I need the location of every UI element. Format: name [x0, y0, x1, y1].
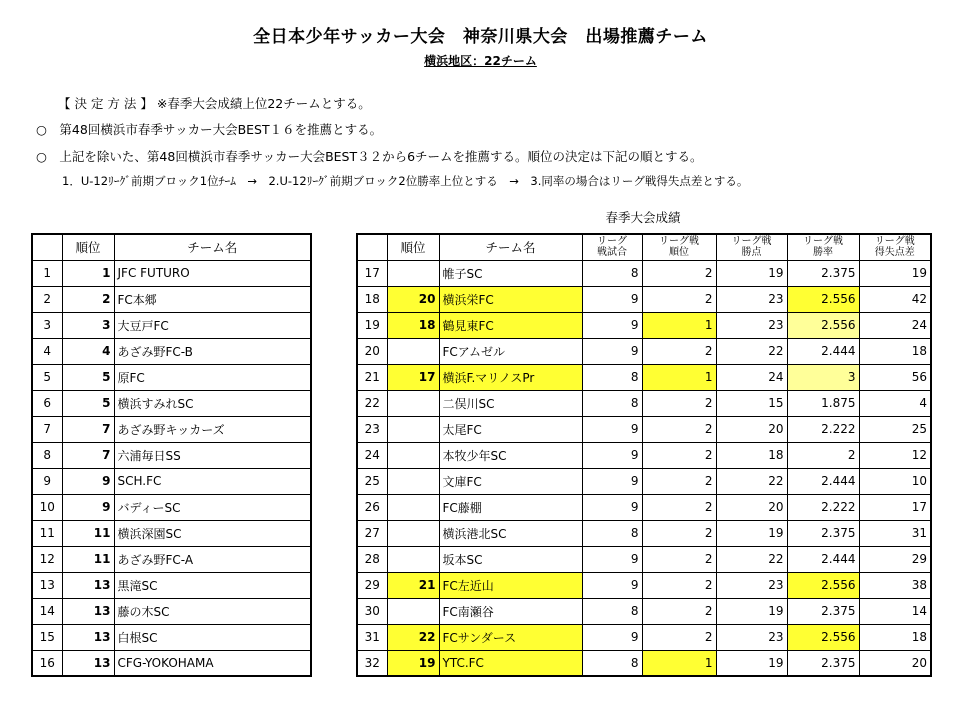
table-row [32, 650, 311, 676]
league-rank-cell: 2 [642, 390, 716, 416]
team-name-cell: 二俣川SC [439, 390, 582, 416]
team-name-cell: あざみ野キッカーズ [114, 416, 311, 442]
table-row [357, 260, 931, 286]
league-points-cell: 18 [716, 442, 787, 468]
rank-cell [387, 546, 439, 572]
team-name-cell: 横浜F.マリノスPr [439, 364, 582, 390]
team-name-cell: FC左近山 [439, 572, 582, 598]
row-number: 17 [357, 260, 387, 286]
rank-cell: 17 [387, 364, 439, 390]
league-games-cell: 9 [582, 286, 642, 312]
header-team: チーム名 [114, 234, 311, 260]
row-number: 5 [32, 364, 62, 390]
team-name-cell: JFC FUTURO [114, 260, 311, 286]
header-no [357, 234, 387, 260]
team-name-cell: あざみ野FC-A [114, 546, 311, 572]
league-win-rate-cell: 2.444 [787, 468, 859, 494]
league-games-cell: 8 [582, 364, 642, 390]
league-goal-diff-cell: 42 [859, 286, 931, 312]
league-games-cell: 9 [582, 442, 642, 468]
league-games-cell: 8 [582, 390, 642, 416]
table-row [357, 546, 931, 572]
table-row [357, 338, 931, 364]
league-win-rate-cell: 3 [787, 364, 859, 390]
team-name-cell: YTC.FC [439, 650, 582, 676]
table-row [32, 364, 311, 390]
table-row [32, 312, 311, 338]
row-number: 13 [32, 572, 62, 598]
team-name-cell: 横浜栄FC [439, 286, 582, 312]
team-name-cell: 藤の木SC [114, 598, 311, 624]
league-rank-cell: 1 [642, 312, 716, 338]
header-league-goal-diff: リーグ戦 得失点差 [859, 234, 931, 260]
league-games-cell: 8 [582, 598, 642, 624]
rank-cell: 21 [387, 572, 439, 598]
header-rank: 順位 [62, 234, 114, 260]
rank-cell [387, 338, 439, 364]
table-row [32, 572, 311, 598]
league-rank-cell: 2 [642, 546, 716, 572]
team-name-cell: 原FC [114, 364, 311, 390]
team-name-cell: 帷子SC [439, 260, 582, 286]
team-name-cell: 黒滝SC [114, 572, 311, 598]
row-number: 12 [32, 546, 62, 572]
row-number: 25 [357, 468, 387, 494]
league-goal-diff-cell: 24 [859, 312, 931, 338]
rank-cell [387, 468, 439, 494]
rank-cell: 13 [62, 598, 114, 624]
row-number: 24 [357, 442, 387, 468]
team-name-cell: 白根SC [114, 624, 311, 650]
league-points-cell: 20 [716, 494, 787, 520]
row-number: 2 [32, 286, 62, 312]
table-row [32, 468, 311, 494]
league-games-cell: 9 [582, 468, 642, 494]
league-rank-cell: 2 [642, 338, 716, 364]
table-row [32, 624, 311, 650]
team-name-cell: FCアムゼル [439, 338, 582, 364]
league-games-cell: 9 [582, 338, 642, 364]
rank-cell [387, 494, 439, 520]
league-goal-diff-cell: 10 [859, 468, 931, 494]
league-win-rate-cell: 2.222 [787, 494, 859, 520]
team-name-cell: 横浜港北SC [439, 520, 582, 546]
league-goal-diff-cell: 29 [859, 546, 931, 572]
team-name-cell: 坂本SC [439, 546, 582, 572]
league-goal-diff-cell: 17 [859, 494, 931, 520]
row-number: 4 [32, 338, 62, 364]
table-row [357, 494, 931, 520]
rank-cell: 7 [62, 416, 114, 442]
league-rank-cell: 2 [642, 442, 716, 468]
league-win-rate-cell: 2.375 [787, 260, 859, 286]
table-row [32, 442, 311, 468]
league-points-cell: 23 [716, 572, 787, 598]
league-points-cell: 22 [716, 546, 787, 572]
rule-item-2: ○ 上記を除いた、第48回横浜市春季サッカー大会BEST３２から6チームを推薦する。順位の決定は下記の順とする。 [36, 149, 703, 164]
table-row [357, 520, 931, 546]
table-row [32, 546, 311, 572]
league-points-cell: 19 [716, 650, 787, 676]
league-games-cell: 9 [582, 546, 642, 572]
ranking-table-best32 [356, 233, 932, 677]
table-row [32, 598, 311, 624]
rank-cell: 3 [62, 312, 114, 338]
rank-cell: 13 [62, 650, 114, 676]
rank-cell: 5 [62, 390, 114, 416]
table-row [357, 416, 931, 442]
row-number: 16 [32, 650, 62, 676]
league-goal-diff-cell: 31 [859, 520, 931, 546]
table-header-row [357, 234, 931, 260]
rank-cell: 13 [62, 572, 114, 598]
league-win-rate-cell: 2.444 [787, 338, 859, 364]
row-number: 18 [357, 286, 387, 312]
table-row [357, 390, 931, 416]
league-win-rate-cell: 2.556 [787, 624, 859, 650]
league-goal-diff-cell: 14 [859, 598, 931, 624]
row-number: 11 [32, 520, 62, 546]
rank-cell: 13 [62, 624, 114, 650]
league-rank-cell: 1 [642, 650, 716, 676]
league-win-rate-cell: 2.375 [787, 520, 859, 546]
row-number: 7 [32, 416, 62, 442]
rank-cell: 20 [387, 286, 439, 312]
decision-method: 【 決 定 方 法 】 ※春季大会成績上位22チームとする。 [58, 96, 371, 111]
header-league-win-rate: リーグ戦 勝率 [787, 234, 859, 260]
league-goal-diff-cell: 18 [859, 624, 931, 650]
row-number: 15 [32, 624, 62, 650]
row-number: 30 [357, 598, 387, 624]
team-name-cell: FC本郷 [114, 286, 311, 312]
table-row [357, 650, 931, 676]
page-subtitle: 横浜地区：22チーム [424, 54, 537, 68]
table-row [357, 286, 931, 312]
header-rank: 順位 [387, 234, 439, 260]
league-games-cell: 8 [582, 520, 642, 546]
team-name-cell: 横浜深園SC [114, 520, 311, 546]
table-row [357, 468, 931, 494]
league-win-rate-cell: 2.556 [787, 286, 859, 312]
ranking-table-top16 [31, 233, 312, 677]
row-number: 31 [357, 624, 387, 650]
rank-cell [387, 260, 439, 286]
header-league-points: リーグ戦 勝点 [716, 234, 787, 260]
league-win-rate-cell: 2.556 [787, 312, 859, 338]
row-number: 29 [357, 572, 387, 598]
rank-cell: 1 [62, 260, 114, 286]
rank-cell [387, 520, 439, 546]
rank-cell: 4 [62, 338, 114, 364]
league-points-cell: 19 [716, 260, 787, 286]
league-goal-diff-cell: 25 [859, 416, 931, 442]
table-row [357, 572, 931, 598]
league-points-cell: 23 [716, 312, 787, 338]
row-number: 19 [357, 312, 387, 338]
rank-cell [387, 598, 439, 624]
team-name-cell: 大豆戸FC [114, 312, 311, 338]
rank-cell [387, 416, 439, 442]
row-number: 27 [357, 520, 387, 546]
table-row [32, 494, 311, 520]
league-points-cell: 20 [716, 416, 787, 442]
rank-cell: 18 [387, 312, 439, 338]
team-name-cell: 本牧少年SC [439, 442, 582, 468]
team-name-cell: 六浦毎日SS [114, 442, 311, 468]
row-number: 10 [32, 494, 62, 520]
rule-item-1: ○ 第48回横浜市春季サッカー大会BEST１６を推薦とする。 [36, 122, 383, 137]
league-games-cell: 9 [582, 312, 642, 338]
rule-order: 1．U-12ﾘｰｸﾞ前期ブロック1位ﾁｰﾑ → 2.U-12ﾘｰｸﾞ前期ブロック2位勝率上位とする → 3.同率の場合はリーグ戦得失点差とする。 [62, 174, 749, 188]
team-name-cell: CFG-YOKOHAMA [114, 650, 311, 676]
row-number: 8 [32, 442, 62, 468]
league-points-cell: 24 [716, 364, 787, 390]
league-rank-cell: 2 [642, 520, 716, 546]
table-row [32, 260, 311, 286]
table-row [357, 442, 931, 468]
league-win-rate-cell: 2.556 [787, 572, 859, 598]
header-league-rank: リーグ戦 順位 [642, 234, 716, 260]
league-points-cell: 23 [716, 286, 787, 312]
table-header-row [32, 234, 311, 260]
table-row [32, 286, 311, 312]
row-number: 6 [32, 390, 62, 416]
league-rank-cell: 2 [642, 468, 716, 494]
team-name-cell: 鶴見東FC [439, 312, 582, 338]
league-games-cell: 8 [582, 650, 642, 676]
league-games-cell: 9 [582, 572, 642, 598]
team-name-cell: あざみ野FC-B [114, 338, 311, 364]
rank-cell: 19 [387, 650, 439, 676]
row-number: 26 [357, 494, 387, 520]
league-win-rate-cell: 2.444 [787, 546, 859, 572]
rank-cell: 9 [62, 468, 114, 494]
league-goal-diff-cell: 12 [859, 442, 931, 468]
league-goal-diff-cell: 4 [859, 390, 931, 416]
rank-cell: 5 [62, 364, 114, 390]
league-games-cell: 8 [582, 260, 642, 286]
league-rank-cell: 2 [642, 494, 716, 520]
row-number: 23 [357, 416, 387, 442]
league-goal-diff-cell: 56 [859, 364, 931, 390]
header-team: チーム名 [439, 234, 582, 260]
team-name-cell: 太尾FC [439, 416, 582, 442]
team-name-cell: FCサンダース [439, 624, 582, 650]
rank-cell: 9 [62, 494, 114, 520]
rank-cell [387, 442, 439, 468]
row-number: 21 [357, 364, 387, 390]
league-rank-cell: 2 [642, 416, 716, 442]
row-number: 28 [357, 546, 387, 572]
league-points-cell: 15 [716, 390, 787, 416]
league-goal-diff-cell: 38 [859, 572, 931, 598]
league-points-cell: 22 [716, 338, 787, 364]
league-games-cell: 9 [582, 624, 642, 650]
league-goal-diff-cell: 18 [859, 338, 931, 364]
team-name-cell: 横浜すみれSC [114, 390, 311, 416]
header-no [32, 234, 62, 260]
table-row [357, 312, 931, 338]
league-points-cell: 23 [716, 624, 787, 650]
header-league-games: リーグ 戦試合 [582, 234, 642, 260]
row-number: 1 [32, 260, 62, 286]
rank-cell [387, 390, 439, 416]
row-number: 20 [357, 338, 387, 364]
team-name-cell: SCH.FC [114, 468, 311, 494]
row-number: 32 [357, 650, 387, 676]
league-points-cell: 19 [716, 520, 787, 546]
league-points-cell: 22 [716, 468, 787, 494]
team-name-cell: FC南瀬谷 [439, 598, 582, 624]
table-row [357, 598, 931, 624]
table-row [357, 624, 931, 650]
row-number: 14 [32, 598, 62, 624]
table-row [32, 390, 311, 416]
team-name-cell: バディーSC [114, 494, 311, 520]
rank-cell: 7 [62, 442, 114, 468]
table-row [32, 416, 311, 442]
team-name-cell: 文庫FC [439, 468, 582, 494]
league-goal-diff-cell: 19 [859, 260, 931, 286]
league-rank-cell: 1 [642, 364, 716, 390]
table-row [32, 520, 311, 546]
league-rank-cell: 2 [642, 598, 716, 624]
rank-cell: 22 [387, 624, 439, 650]
league-points-cell: 19 [716, 598, 787, 624]
league-games-cell: 9 [582, 416, 642, 442]
league-win-rate-cell: 2.375 [787, 598, 859, 624]
league-rank-cell: 2 [642, 572, 716, 598]
league-win-rate-cell: 2.375 [787, 650, 859, 676]
row-number: 9 [32, 468, 62, 494]
league-rank-cell: 2 [642, 260, 716, 286]
league-rank-cell: 2 [642, 624, 716, 650]
table-row [32, 338, 311, 364]
league-win-rate-cell: 1.875 [787, 390, 859, 416]
row-number: 3 [32, 312, 62, 338]
row-number: 22 [357, 390, 387, 416]
rank-cell: 11 [62, 520, 114, 546]
league-win-rate-cell: 2 [787, 442, 859, 468]
league-goal-diff-cell: 20 [859, 650, 931, 676]
table-row [357, 364, 931, 390]
page-title: 全日本少年サッカー大会 神奈川県大会 出場推薦チーム [253, 27, 708, 47]
rank-cell: 2 [62, 286, 114, 312]
league-rank-cell: 2 [642, 286, 716, 312]
rank-cell: 11 [62, 546, 114, 572]
table-caption: 春季大会成績 [605, 210, 681, 225]
league-win-rate-cell: 2.222 [787, 416, 859, 442]
team-name-cell: FC藤棚 [439, 494, 582, 520]
league-games-cell: 9 [582, 494, 642, 520]
